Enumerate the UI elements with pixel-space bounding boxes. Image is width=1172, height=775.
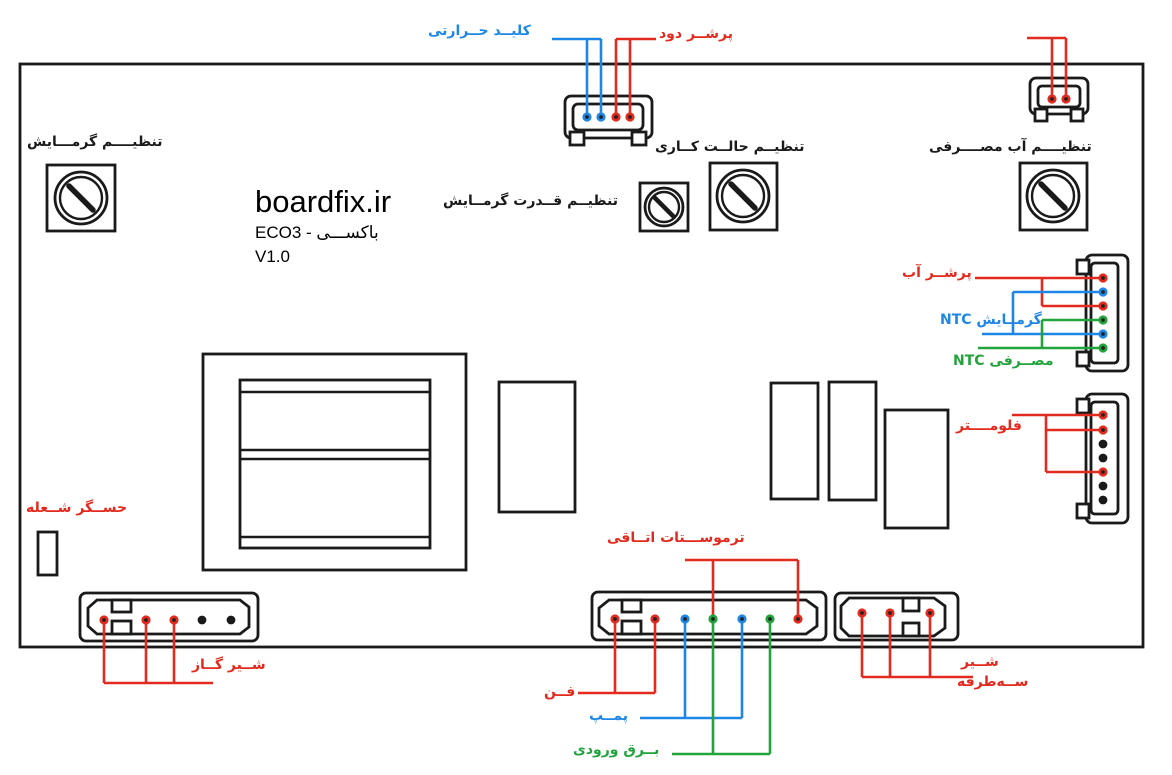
relay-center bbox=[499, 382, 575, 512]
heating-adjust-label: تنظیــــم گرمـــایش bbox=[27, 134, 163, 150]
fan-label: فــن bbox=[544, 684, 576, 700]
relay-3 bbox=[885, 410, 948, 528]
flame-sensor-label: حســگر شــعله bbox=[26, 500, 128, 516]
mode-adjust-label: تنظیــم حالــت کــاری bbox=[655, 139, 805, 155]
ntc-dhw-label: NTC مصــرفی bbox=[953, 353, 1054, 369]
relay-1 bbox=[771, 383, 818, 499]
top-header-connector bbox=[565, 96, 652, 145]
top-right-header-connector bbox=[1030, 78, 1088, 121]
bottom-right-connector bbox=[835, 593, 958, 640]
heating-adjust-pot bbox=[47, 165, 115, 231]
three-way-label-line2: ســه‌طرفه bbox=[957, 674, 1029, 690]
gas-valve-label: شــیر گــاز bbox=[192, 657, 266, 673]
version-label: V1.0 bbox=[255, 247, 290, 266]
right-sensor-connector bbox=[1077, 255, 1128, 371]
model-label: ECO3 - باکســـی bbox=[255, 223, 379, 242]
pump-label: پمــپ bbox=[589, 708, 629, 724]
transformer bbox=[203, 354, 466, 570]
bottom-middle-connector bbox=[592, 592, 826, 640]
power-adjust-pot bbox=[640, 183, 688, 231]
mode-adjust-pot bbox=[710, 163, 777, 230]
input-power-label: بــرق ورودی bbox=[573, 742, 660, 758]
flowmeter-label: فلومــــتر bbox=[956, 418, 1022, 434]
thermal-switch-label: کلیــد حــرارتی bbox=[428, 23, 531, 39]
power-adjust-label: تنظیــم قــدرت گرمــایش bbox=[443, 193, 618, 209]
smoke-pressure-label: پرشــر دود bbox=[659, 26, 733, 42]
room-thermostat-label: ترموســـتات اتــاقی bbox=[607, 530, 745, 546]
water-adjust-label: تنظیــــم آب مصــــرفی bbox=[929, 139, 1092, 155]
ntc-heating-label: NTC گرمــایش bbox=[940, 312, 1042, 328]
brand-title: boardfix.ir bbox=[255, 184, 392, 219]
three-way-label-line1: شــیر bbox=[961, 654, 999, 670]
relay-2 bbox=[829, 382, 876, 500]
water-adjust-pot bbox=[1020, 163, 1087, 230]
flame-sensor-part bbox=[38, 532, 57, 575]
water-pressure-label: پرشــر آب bbox=[902, 265, 972, 281]
